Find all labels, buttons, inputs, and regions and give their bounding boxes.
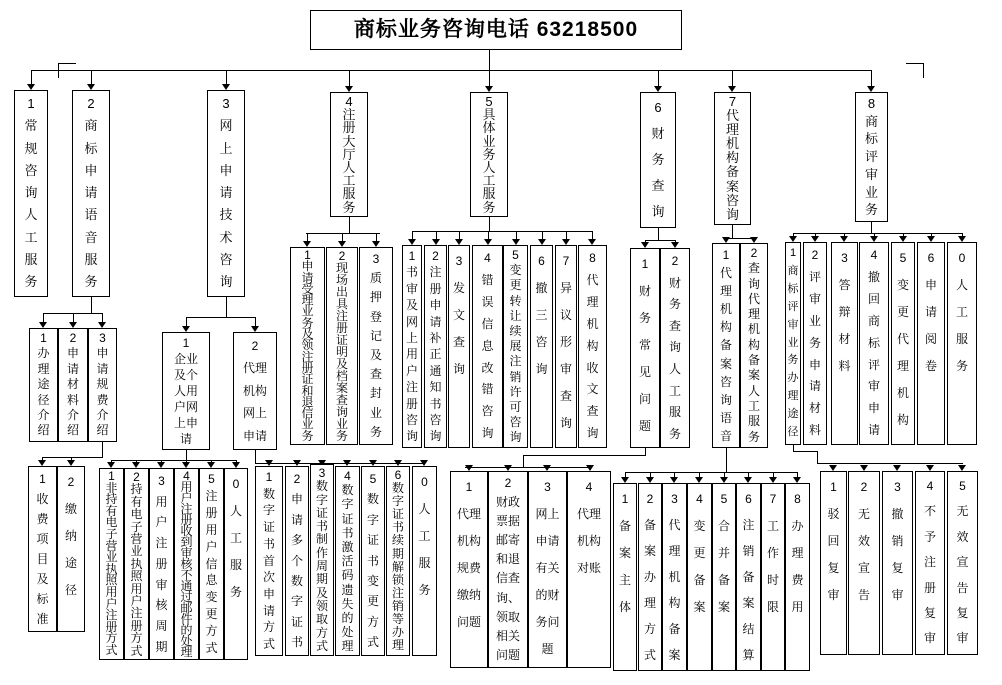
flow-node-b4c2 (326, 247, 358, 445)
node-number: 2 (671, 254, 679, 268)
node-label: 商标评审业务办理途径 (787, 264, 799, 439)
connector-line (732, 70, 733, 86)
flow-node-b8 (855, 92, 888, 222)
flow-node-b5c2 (424, 245, 447, 448)
connector-line (817, 451, 818, 463)
flow-node-b2c3 (88, 328, 117, 442)
flow-node-ge6 (736, 483, 761, 671)
node-number: 2 (646, 492, 654, 506)
node-label: 企业及个人用户网上申请 (173, 352, 198, 446)
node-label: 人工服务 (229, 504, 242, 599)
node-number: 6 (654, 100, 662, 115)
node-number: 2 (432, 249, 439, 263)
node-label: 人工服务 (418, 502, 431, 597)
node-number: 3 (455, 254, 463, 268)
connector-line (376, 233, 377, 241)
node-label: 现场出具注册证明及档案查询业务 (335, 261, 348, 443)
node-label: 财政票据邮寄和退信查询、领取相关问题 (495, 495, 520, 662)
node-label: 注册申请补正通知书咨询 (429, 265, 442, 444)
connector-line (542, 231, 543, 239)
node-label: 非持有电子营业执照用户注册方式 (105, 480, 118, 657)
flow-node-b8c2 (803, 242, 827, 445)
node-label: 代理机构规费缴纳问题 (456, 507, 481, 629)
node-label: 无效宣告 (857, 507, 870, 602)
connector-line (465, 467, 591, 468)
flow-node-gf4 (915, 471, 945, 655)
node-label: 商标评审业务 (864, 113, 878, 218)
connector-line (43, 313, 44, 322)
node-number: 4 (696, 492, 703, 506)
node-number: 2 (811, 248, 819, 262)
node-number: 5 (959, 479, 966, 493)
node-number: 3 (222, 96, 230, 111)
connector-line (817, 463, 963, 464)
connector-line (489, 217, 490, 231)
connector-line (255, 450, 256, 463)
connector-line (793, 233, 962, 234)
flow-node-gf1 (820, 471, 847, 655)
node-number: 2 (750, 246, 758, 260)
node-number: 1 (408, 249, 416, 263)
node-label: 书审及网上用户注册咨询 (405, 265, 418, 444)
node-label: 代理机构网上申请 (242, 361, 267, 443)
node-number: 5 (899, 251, 907, 265)
node-label: 财务查询 (651, 126, 665, 219)
flow-node-b3c2 (233, 332, 277, 450)
flow-node-gb2 (124, 468, 149, 660)
node-label: 代理机构备案咨询 (725, 108, 739, 222)
connector-line (793, 451, 818, 452)
node-number: 1 (39, 472, 46, 486)
node-label: 收费项目及标准 (36, 492, 49, 626)
flow-node-gb5 (199, 468, 224, 660)
flow-node-gc4 (335, 466, 360, 656)
node-label: 申请阅卷 (924, 278, 937, 373)
node-label: 用户注册收到审核不通过邮件的处理 (180, 480, 193, 659)
connector-line (42, 457, 103, 458)
node-label: 数字证书制作周期及领取方式 (315, 479, 328, 653)
flow-node-a1 (28, 466, 57, 632)
node-number: 1 (621, 492, 629, 506)
node-label: 撤回商标评审申请 (867, 269, 880, 438)
node-number: 2 (69, 331, 77, 345)
flow-node-b2 (72, 90, 110, 297)
flow-node-b5c5 (503, 245, 528, 448)
node-number: 3 (318, 466, 326, 480)
node-label: 数字证书激活码遗失的处理 (341, 483, 354, 654)
node-number: 4 (484, 251, 491, 265)
node-label: 数字证书变更方式 (366, 492, 379, 650)
node-label: 财务常见问题 (638, 284, 651, 433)
node-number: 3 (671, 492, 678, 506)
node-number: 2 (133, 470, 140, 484)
flow-node-ge3 (662, 483, 687, 671)
node-number: 3 (894, 480, 901, 494)
flow-node-b5c3 (448, 245, 470, 448)
flow-node-b3 (207, 90, 245, 297)
node-number: 5 (485, 94, 493, 109)
connector-line (342, 233, 343, 241)
node-number: 3 (544, 480, 551, 494)
flow-node-b5c7 (555, 245, 577, 448)
node-label: 代理机构备案 (668, 518, 681, 662)
node-label: 数字证书首次申请方式 (262, 486, 275, 652)
node-label: 查询代理机构备案人工服务 (747, 261, 760, 444)
node-number: 4 (870, 248, 878, 262)
flow-node-gc3 (310, 464, 334, 656)
flow-node-b8c5 (891, 242, 915, 445)
node-number: 4 (926, 479, 934, 493)
node-label: 申请受理业务及领注册证和退信业务 (301, 259, 314, 443)
flow-node-b5c4 (472, 245, 503, 448)
node-number: 1 (641, 257, 649, 271)
node-label: 变更代理机构 (896, 278, 909, 427)
flow-node-gb0 (224, 468, 248, 660)
node-number: 2 (338, 249, 346, 263)
flow-node-b5 (470, 92, 508, 217)
node-label: 注册大厅人工服务 (342, 107, 356, 215)
flow-node-b2c2 (58, 328, 88, 442)
connector-line (523, 455, 524, 467)
node-number: 1 (182, 336, 190, 350)
connector-line (349, 217, 350, 233)
flow-node-gc6 (386, 466, 410, 656)
flow-node-b7c2 (740, 243, 768, 448)
node-label: 错误信息改错咨询 (481, 272, 494, 441)
flow-node-b8c0 (947, 242, 977, 445)
node-number: 1 (304, 248, 311, 262)
node-label: 具体业务人工服务 (482, 107, 496, 215)
connector-line (349, 70, 350, 86)
node-label: 驳回复审 (827, 507, 840, 602)
flow-node-ge1 (613, 483, 637, 671)
flow-node-b5c1 (402, 245, 422, 448)
flow-node-gc0 (412, 466, 437, 656)
connector-line (102, 313, 103, 322)
node-label: 办理费用 (791, 519, 804, 614)
node-label: 人工服务 (955, 278, 968, 373)
flow-node-gd3 (528, 471, 567, 668)
node-label: 变更转让续展注销许可咨询 (509, 263, 522, 445)
flow-node-ge8 (785, 483, 810, 671)
flow-node-gd4 (567, 471, 611, 668)
node-label: 注销备案结算 (742, 518, 755, 662)
node-label: 数字证书续期解锁注销等办理 (391, 481, 404, 653)
flow-node-b4c3 (359, 247, 393, 445)
flow-node-gd2 (488, 471, 528, 668)
connector-line (31, 70, 32, 84)
node-label: 发文查询 (452, 281, 465, 376)
connector-line (566, 231, 567, 239)
connector-line (906, 63, 924, 64)
node-number: 8 (794, 492, 801, 506)
node-number: 1 (40, 331, 47, 345)
node-number: 2 (504, 476, 512, 490)
connector-line (58, 63, 76, 64)
connector-line (923, 63, 924, 78)
connector-line (871, 70, 872, 86)
connector-line (658, 70, 659, 86)
connector-line (489, 70, 490, 86)
connector-line (732, 225, 733, 238)
connector-line (412, 231, 413, 239)
connector-line (58, 63, 59, 78)
node-number: 2 (860, 480, 868, 494)
node-number: 0 (958, 251, 966, 265)
node-label: 常规咨询人工服务 (24, 118, 38, 290)
connector-line (489, 50, 490, 70)
connector-line (255, 317, 256, 326)
node-label: 不予注册复审 (923, 504, 936, 646)
connector-line (488, 231, 489, 239)
node-label: 变更备案 (693, 519, 706, 614)
node-number: 4 (183, 469, 190, 483)
node-number: 3 (841, 251, 848, 265)
connector-line (726, 448, 727, 472)
connector-line (306, 233, 380, 234)
node-label: 撤销复审 (891, 507, 904, 602)
node-label: 申请多个数字证书 (290, 492, 303, 650)
flow-node-b7 (714, 92, 751, 225)
node-label: 代理机构备案咨询语音 (719, 266, 732, 443)
connector-line (516, 231, 517, 239)
connector-line (186, 317, 187, 326)
node-number: 7 (769, 492, 777, 506)
flow-node-b1 (14, 90, 48, 297)
connector-line (592, 231, 593, 239)
node-label: 缴纳途径 (64, 502, 77, 597)
node-label: 质押登记及查封业务 (369, 271, 382, 439)
node-label: 持有电子营业执照用户注册方式 (130, 482, 143, 658)
connector-line (73, 313, 74, 322)
flow-node-ge7 (761, 483, 785, 671)
connector-line (31, 70, 872, 71)
flow-node-gd1 (450, 471, 488, 668)
flow-node-gf2 (848, 471, 880, 655)
node-number: 5 (208, 472, 215, 486)
node-number: 3 (158, 474, 165, 488)
flow-node-gf3 (882, 471, 913, 655)
node-number: 2 (251, 339, 259, 353)
flow-node-gc2 (285, 466, 309, 656)
node-number: 8 (867, 96, 876, 111)
node-label: 工作时限 (766, 519, 779, 614)
connector-line (226, 70, 227, 84)
node-label: 异议形审查询 (559, 281, 572, 430)
node-number: 7 (562, 254, 570, 268)
node-number: 4 (585, 480, 593, 494)
flow-node-b3c1 (162, 332, 210, 450)
node-label: 答辩材料 (838, 278, 851, 373)
connector-line (186, 317, 256, 318)
node-label: 申请材料介绍 (66, 346, 79, 438)
node-number: 0 (421, 475, 428, 489)
node-label: 备案主体 (618, 519, 631, 614)
flow-node-gb1 (99, 468, 124, 660)
connector-line (645, 240, 676, 241)
node-number: 4 (344, 469, 351, 483)
flow-node-b2c1 (29, 328, 58, 442)
node-label: 备案办理方式 (643, 518, 656, 662)
node-number: 1 (27, 96, 35, 111)
node-number: 1 (265, 470, 273, 484)
connector-line (658, 228, 659, 240)
flow-node-b6c2 (660, 248, 690, 448)
node-label: 代理机构对账 (576, 507, 601, 575)
node-number: 6 (394, 468, 402, 482)
node-label: 评审业务申请材料 (808, 269, 821, 438)
node-label: 申请规费介绍 (96, 346, 109, 438)
flow-node-ge2 (638, 483, 662, 671)
flow-node-gc5 (361, 466, 385, 656)
node-number: 5 (720, 492, 728, 506)
flow-node-b6c1 (630, 248, 660, 448)
connector-line (523, 455, 646, 456)
node-number: 8 (589, 251, 596, 265)
node-number: 0 (232, 477, 240, 491)
node-number: 1 (108, 469, 115, 483)
node-label: 用户注册审核周期 (155, 494, 168, 654)
node-label: 撤三咨询 (535, 281, 548, 376)
node-number: 5 (512, 248, 519, 262)
node-number: 1 (722, 248, 730, 262)
flow-node-gb3 (149, 468, 174, 660)
connector-line (226, 297, 227, 317)
node-number: 1 (830, 480, 837, 494)
flow-node-a2 (57, 466, 85, 632)
node-label: 注册用户信息变更方式 (205, 488, 218, 656)
node-number: 4 (345, 94, 353, 109)
connector-line (186, 450, 187, 460)
flow-node-ge4 (687, 483, 712, 671)
node-label: 代理机构收文查询 (586, 272, 599, 441)
flow-node-gf5 (947, 471, 978, 655)
node-label: 办理途径介绍 (37, 346, 50, 438)
node-number: 3 (99, 331, 106, 345)
node-number: 2 (293, 472, 301, 486)
flow-node-b5c6 (530, 245, 553, 448)
connector-line (871, 222, 872, 233)
flow-node-gb4 (174, 468, 199, 660)
connector-line (307, 233, 308, 241)
node-number: 1 (789, 247, 797, 259)
flow-node-b8c4 (859, 242, 889, 445)
node-number: 2 (87, 96, 95, 111)
connector-line (91, 70, 92, 84)
connector-line (91, 297, 92, 313)
connector-line (111, 460, 237, 461)
node-label: 网上申请技术咨询 (219, 118, 233, 290)
node-label: 财务查询人工服务 (668, 275, 681, 441)
flow-node-ge5 (712, 483, 736, 671)
node-label: 商标申请语音服务 (84, 118, 98, 290)
node-number: 1 (465, 480, 473, 494)
connector-line (459, 231, 460, 239)
flow-node-gc1 (255, 466, 283, 656)
flow-node-b4c1 (290, 247, 325, 445)
node-number: 7 (728, 94, 737, 109)
flow-node-b8c3 (831, 242, 858, 445)
node-number: 6 (538, 254, 545, 268)
chart-title: 商标业务咨询电话 63218500 (310, 10, 682, 50)
flow-node-b8c6 (917, 242, 945, 445)
flow-node-b6 (640, 92, 676, 228)
flow-node-b5c8 (578, 245, 607, 448)
flow-node-b7c1 (712, 243, 740, 448)
flow-node-b8c1 (785, 242, 801, 445)
node-label: 无效宣告复审 (956, 504, 969, 646)
node-number: 6 (927, 251, 935, 265)
node-label: 网上申请有关的财务问题 (535, 507, 560, 656)
connector-line (436, 231, 437, 239)
node-number: 2 (67, 475, 75, 489)
node-number: 6 (745, 492, 752, 506)
node-number: 3 (372, 252, 380, 266)
flow-node-b4 (330, 92, 368, 217)
connector-line (102, 442, 103, 457)
node-number: 5 (369, 472, 377, 486)
node-label: 合并备案 (717, 519, 730, 614)
